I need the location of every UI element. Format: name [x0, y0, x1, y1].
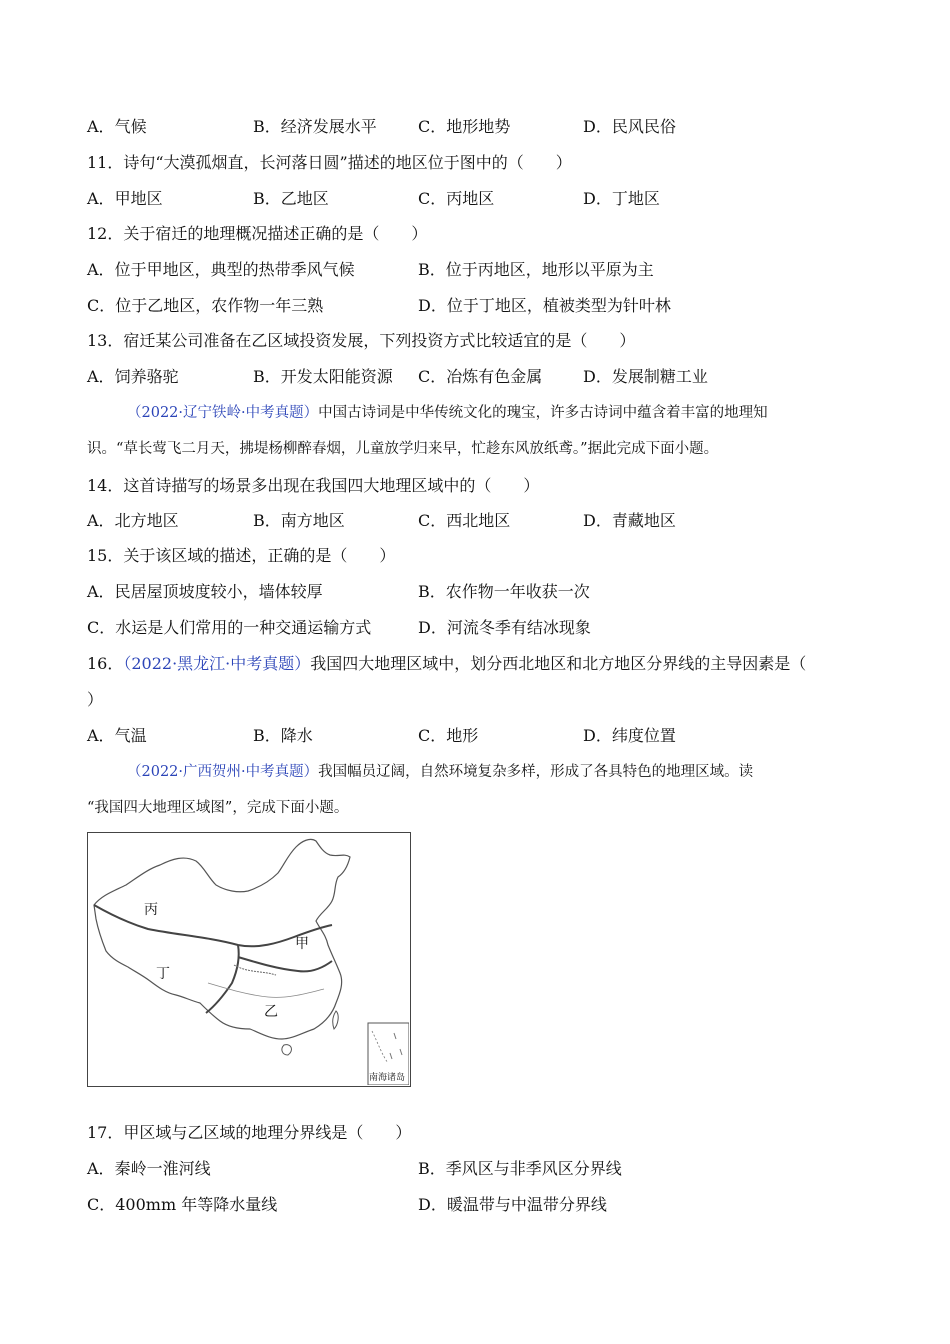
passage-2-line-1: 我国幅员辽阔，自然环境复杂多样，形成了各具特色的地理区域。读	[318, 764, 754, 780]
map-label-jia: 甲	[295, 936, 309, 952]
q16-option-a: A．气温	[87, 726, 147, 745]
q15-option-d: D．河流冬季有结冰现象	[418, 618, 591, 637]
q13-option-a: A．饲养骆驼	[87, 367, 179, 386]
q15-option-b: B．农作物一年收获一次	[418, 582, 590, 601]
q12-option-d: D．位于丁地区，植被类型为针叶林	[418, 296, 671, 315]
q17-option-b: B．季风区与非季风区分界线	[418, 1159, 622, 1178]
q13-option-c: C．冶炼有色金属	[418, 367, 543, 386]
china-regions-map	[87, 832, 411, 1087]
map-label-bing: 丙	[144, 902, 158, 918]
q17-option-a: A．秦岭一淮河线	[87, 1159, 211, 1178]
q11-option-d: D．丁地区	[583, 189, 660, 208]
q15-stem: 15．关于该区域的描述，正确的是（ ）	[87, 546, 396, 565]
island-taiwan	[333, 1011, 338, 1029]
map-label-ding: 丁	[156, 966, 170, 982]
q10-option-a: A．气候	[87, 117, 147, 136]
passage-2-line-2: “我国四大地理区域图”，完成下面小题。	[87, 800, 349, 816]
map-drawing	[88, 833, 409, 1085]
q14-option-c: C．西北地区	[418, 511, 511, 530]
passage-2	[87, 761, 847, 819]
passage-2-source: （2022·广西贺州·中考真题）	[127, 764, 319, 780]
q13-option-b: B．开发太阳能资源	[253, 367, 393, 386]
q15-option-c: C．水运是人们常用的一种交通运输方式	[87, 618, 372, 637]
q14-option-d: D．青藏地区	[583, 511, 676, 530]
q16-option-c: C．地形	[418, 726, 479, 745]
q11-stem: 11．诗句“大漠孤烟直，长河落日圆”描述的地区位于图中的（ ）	[87, 153, 572, 172]
boundary-qinling-huaihe	[238, 957, 332, 971]
q16-option-b: B．降水	[253, 726, 313, 745]
passage-1-source: （2022·辽宁铁岭·中考真题）	[127, 405, 319, 421]
q11-option-a: A．甲地区	[87, 189, 163, 208]
passage-1-line-2: 识。“草长莺飞二月天，拂堤杨柳醉春烟，儿童放学归来早，忙趁东风放纸鸢。”据此完成下面小题。	[87, 441, 719, 457]
passage-1	[87, 402, 847, 460]
q16-stem-cont: ）	[87, 690, 104, 709]
q16-source: （2022·黑龙江·中考真题）	[123, 654, 311, 673]
island-hainan	[282, 1045, 292, 1055]
q17-option-d: D．暖温带与中温带分界线	[418, 1195, 607, 1214]
q16-option-d: D．纬度位置	[583, 726, 676, 745]
q11-option-b: B．乙地区	[253, 189, 329, 208]
q14-stem: 14．这首诗描写的场景多出现在我国四大地理区域中的（ ）	[87, 476, 540, 495]
q10-option-c: C．地形地势	[418, 117, 511, 136]
q12-option-c: C．位于乙地区，农作物一年三熟	[87, 296, 324, 315]
q15-option-a: A．民居屋顶坡度较小，墙体较厚	[87, 582, 323, 601]
q13-stem: 13．宿迁某公司准备在乙区域投资发展，下列投资方式比较适宜的是（ ）	[87, 331, 636, 350]
q10-option-b: B．经济发展水平	[253, 117, 377, 136]
passage-1-line-1: 中国古诗词是中华传统文化的瑰宝，许多古诗词中蕴含着丰富的地理知	[318, 405, 768, 421]
q17-stem: 17．甲区域与乙区域的地理分界线是（ ）	[87, 1123, 412, 1142]
map-label-yi: 乙	[264, 1004, 278, 1020]
q17-option-c: C．400mm 年等降水量线	[87, 1195, 278, 1214]
q11-option-c: C．丙地区	[418, 189, 495, 208]
boundary-qinghai-tibet	[206, 945, 239, 1013]
q12-option-a: A．位于甲地区，典型的热带季风气候	[87, 260, 355, 279]
map-label-inset: 南海诸岛	[369, 1073, 406, 1083]
q10-option-d: D．民风民俗	[583, 117, 676, 136]
q13-option-d: D．发展制糖工业	[583, 367, 708, 386]
river-yangtze	[208, 983, 324, 997]
china-outline	[94, 839, 350, 1039]
q14-option-b: B．南方地区	[253, 511, 345, 530]
q12-stem: 12．关于宿迁的地理概况描述正确的是（ ）	[87, 224, 428, 243]
q14-option-a: A．北方地区	[87, 511, 179, 530]
q12-option-b: B．位于丙地区，地形以平原为主	[418, 260, 654, 279]
q16-stem: 16．（2022·黑龙江·中考真题）我国四大地理区域中，划分西北地区和北方地区分界线的主导因素是（	[87, 654, 807, 673]
